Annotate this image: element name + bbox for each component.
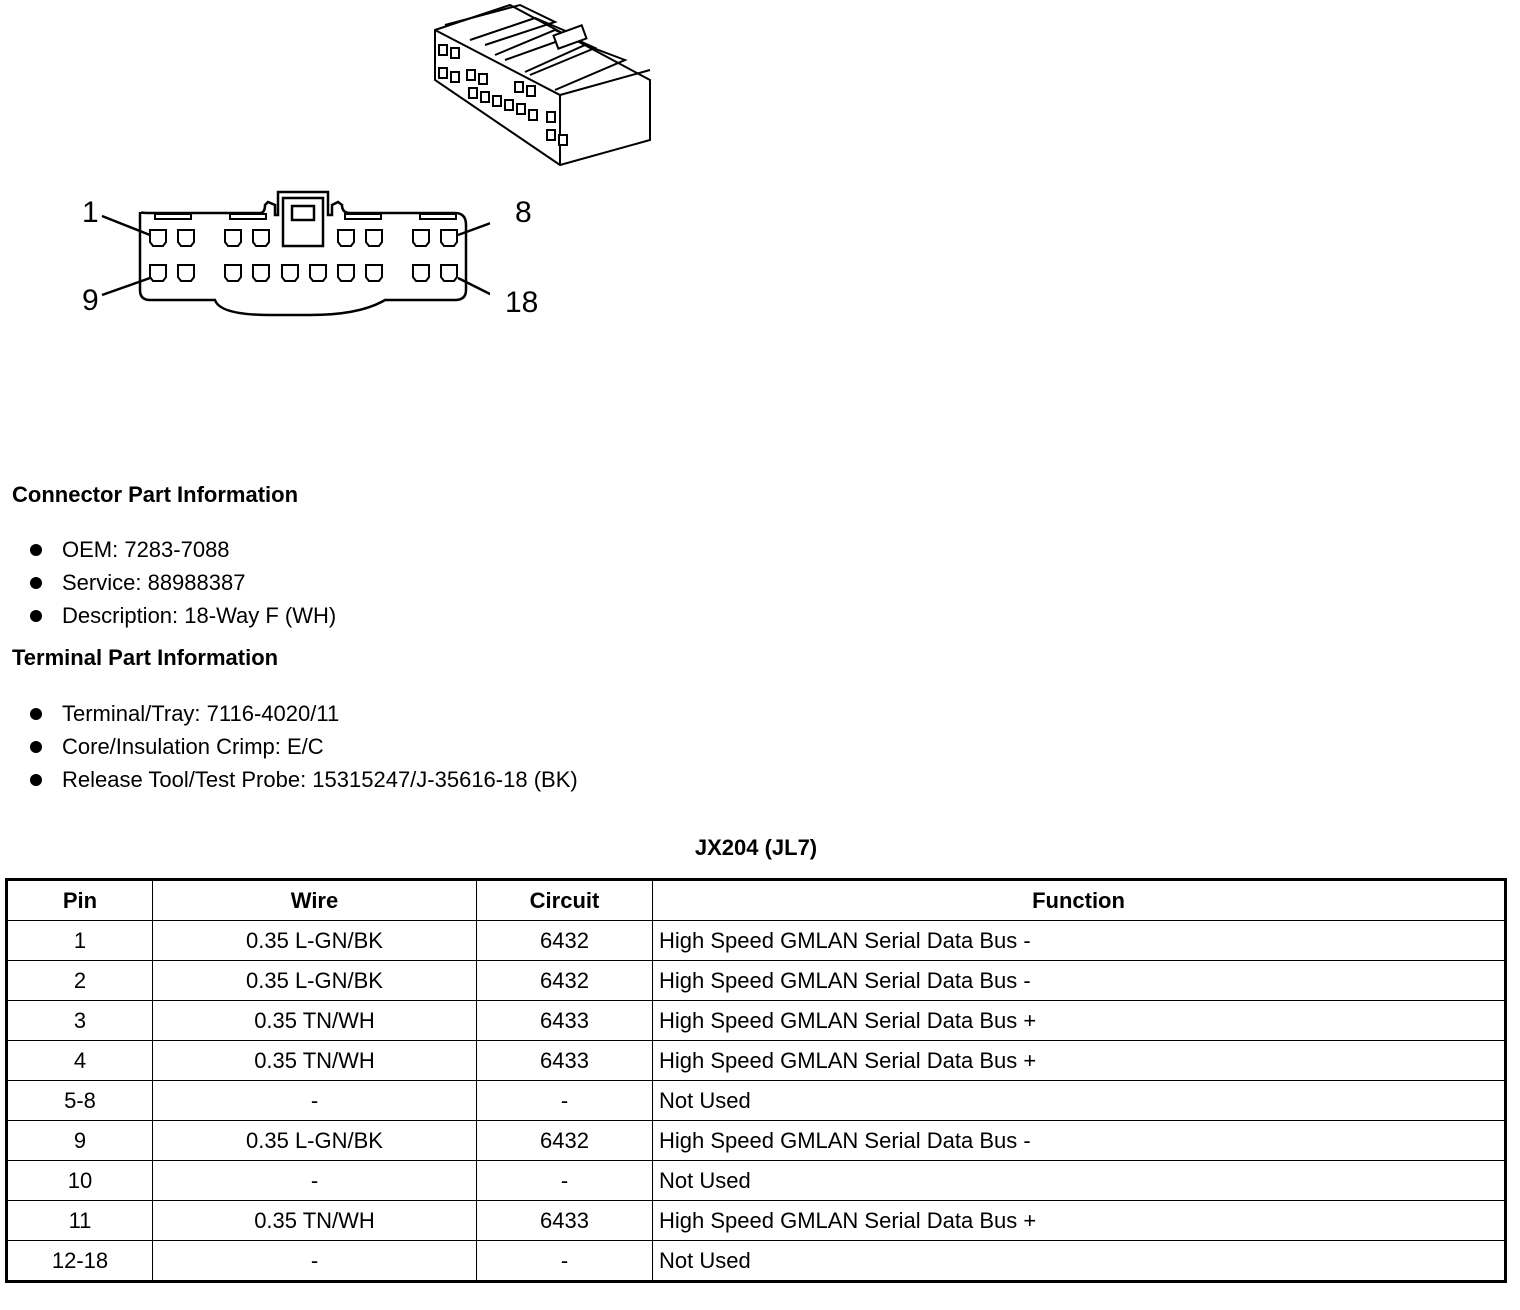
cell-pin: 9 bbox=[7, 1121, 153, 1161]
table-header-row bbox=[7, 880, 1506, 921]
pin-cavity-6 bbox=[366, 230, 382, 246]
table-row bbox=[7, 1081, 1506, 1121]
cell-pin: 4 bbox=[7, 1041, 153, 1081]
cell-function: High Speed GMLAN Serial Data Bus + bbox=[653, 1041, 1506, 1081]
cell-wire: 0.35 TN/WH bbox=[153, 1041, 477, 1081]
cell-function: High Speed GMLAN Serial Data Bus + bbox=[653, 1001, 1506, 1041]
bullet-icon bbox=[30, 774, 42, 786]
cell-circuit: 6432 bbox=[477, 1121, 653, 1161]
cell-function: High Speed GMLAN Serial Data Bus - bbox=[653, 1121, 1506, 1161]
cell-wire: - bbox=[153, 1081, 477, 1121]
pin-cavity-7 bbox=[413, 230, 429, 246]
list-item: Terminal/Tray: 7116-4020/11 bbox=[30, 697, 578, 730]
pin-label-18: 18 bbox=[505, 286, 539, 319]
housing-slot bbox=[155, 214, 191, 219]
pin-cavity-1 bbox=[150, 230, 166, 246]
cell-circuit: - bbox=[477, 1081, 653, 1121]
pin-cavity-10 bbox=[178, 265, 194, 281]
table-row bbox=[7, 1121, 1506, 1161]
connector-isometric-illustration bbox=[425, 0, 665, 170]
cell-circuit: - bbox=[477, 1161, 653, 1201]
table-row bbox=[7, 1161, 1506, 1201]
pin-label-1: 1 bbox=[82, 196, 99, 229]
cell-circuit: 6432 bbox=[477, 921, 653, 961]
pin-cavity-14 bbox=[310, 265, 326, 281]
table-row bbox=[7, 1001, 1506, 1041]
cell-pin: 2 bbox=[7, 961, 153, 1001]
bullet-icon bbox=[30, 577, 42, 589]
list-item: Release Tool/Test Probe: 15315247/J-35616-18 (BK) bbox=[30, 763, 578, 796]
cell-wire: 0.35 TN/WH bbox=[153, 1001, 477, 1041]
list-item: Description: 18-Way F (WH) bbox=[30, 599, 336, 632]
cell-function: High Speed GMLAN Serial Data Bus + bbox=[653, 1201, 1506, 1241]
list-item: Service: 88988387 bbox=[30, 566, 336, 599]
cell-pin: 12-18 bbox=[7, 1241, 153, 1282]
bullet-icon bbox=[30, 544, 42, 556]
pin-cavity-17 bbox=[413, 265, 429, 281]
cell-wire: 0.35 L-GN/BK bbox=[153, 921, 477, 961]
pin-cavity-8 bbox=[441, 230, 457, 246]
callout-line-9 bbox=[102, 278, 150, 295]
cell-function: High Speed GMLAN Serial Data Bus - bbox=[653, 921, 1506, 961]
pinout-table bbox=[5, 878, 1507, 1283]
pin-cavity-3 bbox=[225, 230, 241, 246]
terminal-info-list bbox=[30, 697, 578, 796]
bullet-icon bbox=[30, 610, 42, 622]
list-item: Core/Insulation Crimp: E/C bbox=[30, 730, 578, 763]
cell-circuit: 6433 bbox=[477, 1041, 653, 1081]
pin-label-8: 8 bbox=[515, 196, 532, 229]
housing-slot bbox=[420, 214, 456, 219]
table-row bbox=[7, 1241, 1506, 1282]
cell-function: Not Used bbox=[653, 1161, 1506, 1201]
pin-cavity-4 bbox=[253, 230, 269, 246]
cell-function: Not Used bbox=[653, 1081, 1506, 1121]
cell-pin: 11 bbox=[7, 1201, 153, 1241]
cell-circuit: 6433 bbox=[477, 1201, 653, 1241]
pin-cavity-2 bbox=[178, 230, 194, 246]
pin-cavity-18 bbox=[441, 265, 457, 281]
pin-cavity-16 bbox=[366, 265, 382, 281]
header-pin: Pin bbox=[7, 880, 153, 921]
table-row bbox=[7, 1041, 1506, 1081]
connector-info-list bbox=[30, 533, 336, 632]
header-wire: Wire bbox=[153, 880, 477, 921]
pin-cavity-13 bbox=[282, 265, 298, 281]
cell-pin: 5-8 bbox=[7, 1081, 153, 1121]
callout-line-8 bbox=[458, 216, 490, 235]
cell-wire: 0.35 L-GN/BK bbox=[153, 1121, 477, 1161]
housing-slot bbox=[345, 214, 381, 219]
cell-circuit: 6432 bbox=[477, 961, 653, 1001]
table-row bbox=[7, 921, 1506, 961]
cell-pin: 10 bbox=[7, 1161, 153, 1201]
list-item: OEM: 7283-7088 bbox=[30, 533, 336, 566]
terminal-info-heading: Terminal Part Information bbox=[12, 645, 279, 670]
bullet-icon bbox=[30, 741, 42, 753]
callout-line-1 bbox=[102, 216, 150, 235]
table-title: JX204 (JL7) bbox=[694, 835, 818, 860]
cell-wire: 0.35 L-GN/BK bbox=[153, 961, 477, 1001]
cell-wire: - bbox=[153, 1161, 477, 1201]
connector-face-view bbox=[70, 180, 490, 330]
pin-cavity-12 bbox=[253, 265, 269, 281]
pin-label-9: 9 bbox=[82, 284, 99, 317]
cell-pin: 3 bbox=[7, 1001, 153, 1041]
cell-circuit: - bbox=[477, 1241, 653, 1282]
connector-info-heading: Connector Part Information bbox=[12, 482, 299, 507]
cell-wire: - bbox=[153, 1241, 477, 1282]
header-circuit: Circuit bbox=[477, 880, 653, 921]
pin-cavity-15 bbox=[338, 265, 354, 281]
cell-wire: 0.35 TN/WH bbox=[153, 1201, 477, 1241]
bullet-icon bbox=[30, 708, 42, 720]
cell-pin: 1 bbox=[7, 921, 153, 961]
pin-cavity-11 bbox=[225, 265, 241, 281]
table-row bbox=[7, 961, 1506, 1001]
table-row bbox=[7, 1201, 1506, 1241]
housing-slot bbox=[230, 214, 266, 219]
pin-cavity-9 bbox=[150, 265, 166, 281]
cell-function: High Speed GMLAN Serial Data Bus - bbox=[653, 961, 1506, 1001]
pin-cavities bbox=[150, 214, 457, 281]
cell-function: Not Used bbox=[653, 1241, 1506, 1282]
connector-housing-outline bbox=[140, 192, 466, 315]
pin-cavity-5 bbox=[338, 230, 354, 246]
header-function: Function bbox=[653, 880, 1506, 921]
cell-circuit: 6433 bbox=[477, 1001, 653, 1041]
